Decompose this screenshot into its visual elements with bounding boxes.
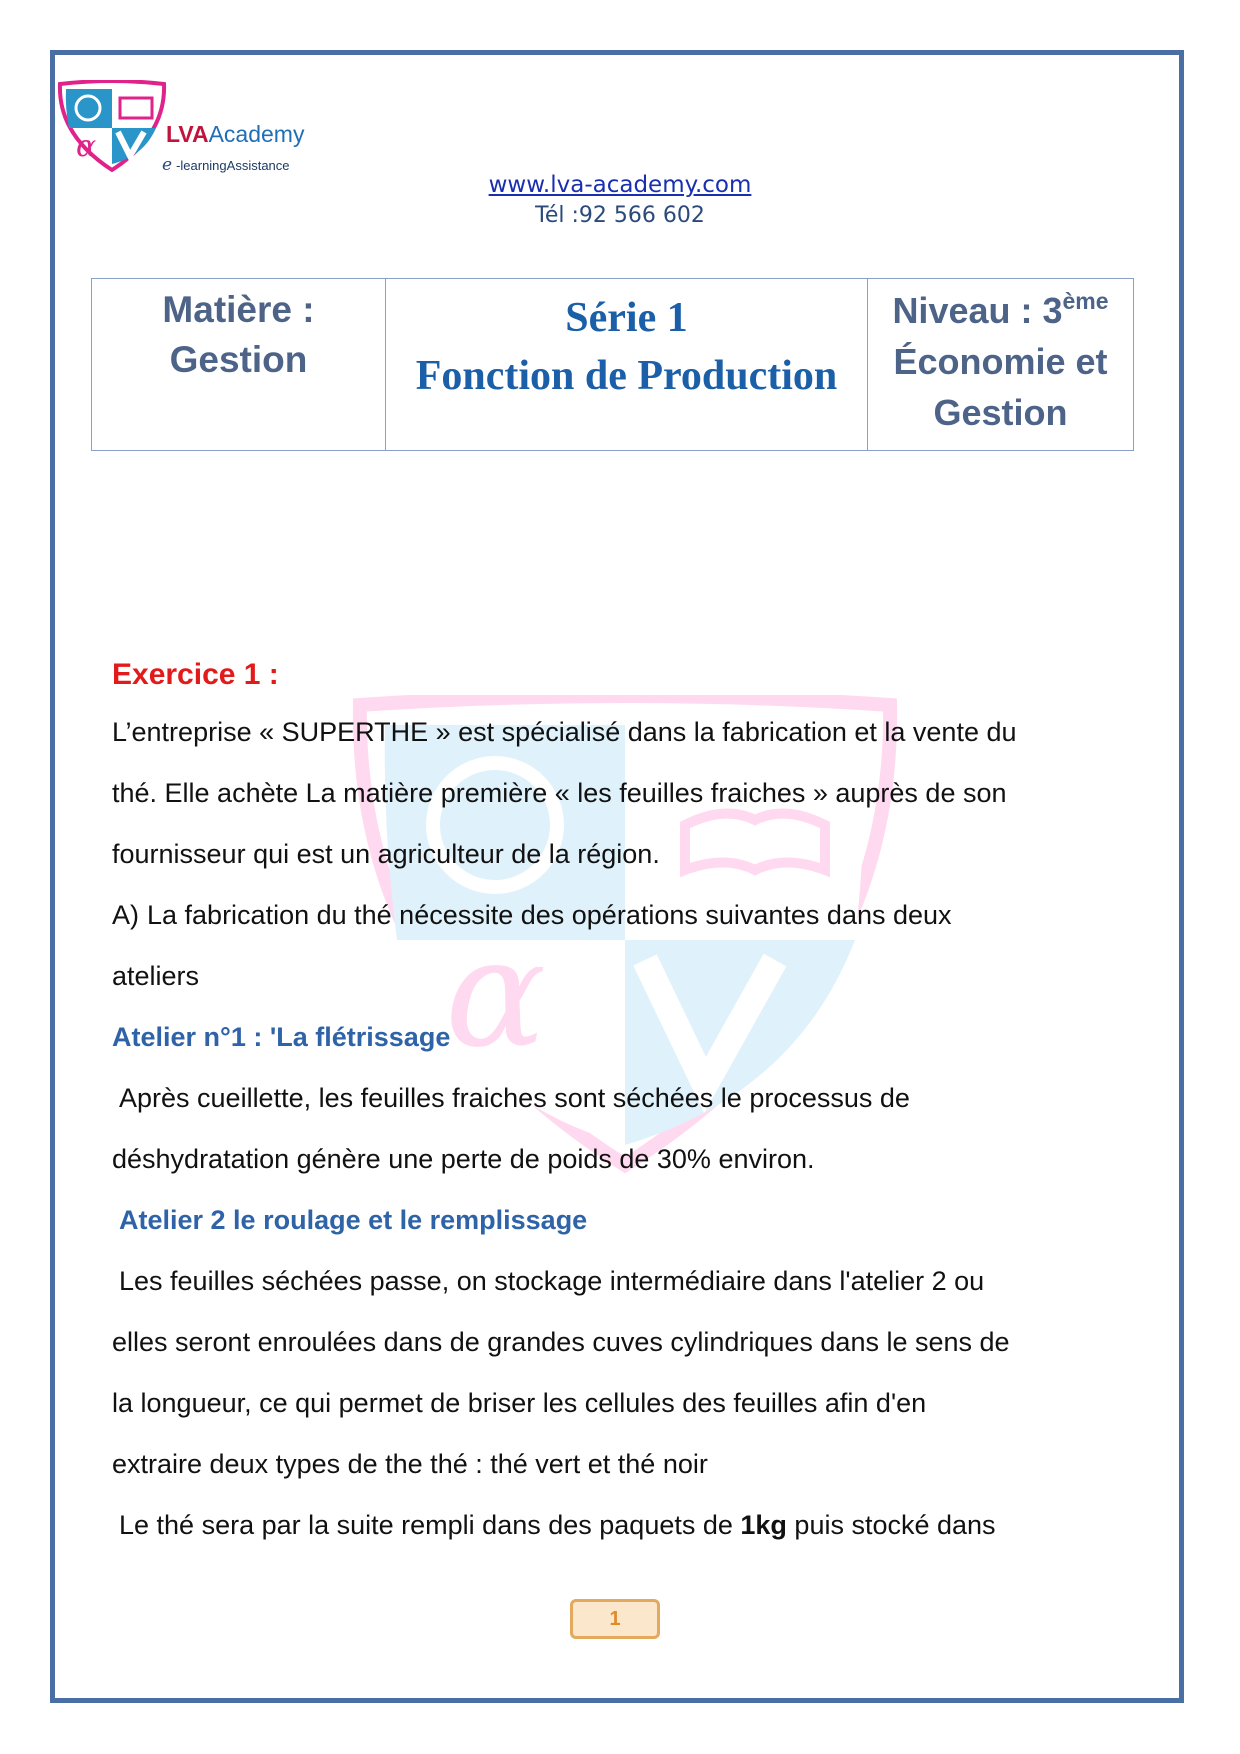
level-section-2: Gestion (933, 392, 1068, 433)
paragraph-line: elles seront enroulées dans de grandes cuves cylindriques dans le sens de (112, 1327, 1010, 1357)
brand-academy: Academy (208, 121, 305, 147)
series-cell (386, 279, 868, 451)
level-prefix: Niveau : 3 (892, 290, 1063, 331)
svg-text:α: α (445, 907, 547, 1081)
brand-lva: LVA (166, 121, 209, 147)
exercise-title: Exercice 1 : (112, 658, 279, 691)
header-info-table (91, 278, 1134, 451)
atelier2-heading: Atelier 2 le roulage et le remplissage (119, 1205, 588, 1235)
paragraph-line: Les feuilles séchées passe, on stockage intermédiaire dans l'atelier 2 ou (119, 1266, 985, 1296)
question-a-label: A) (112, 900, 139, 930)
paragraph-line (112, 1495, 1122, 1556)
atelier1-heading: Atelier n°1 : 'La flétrissage (112, 1022, 451, 1052)
level-label (868, 279, 1133, 336)
tagline-e: e (162, 155, 173, 175)
question-a-text: La fabrication du thé nécessite des opérations suivantes dans deux (147, 900, 952, 930)
series-title: Série 1 (565, 295, 688, 341)
website-link[interactable]: www.lva-academy.com (488, 172, 752, 198)
paragraph-line: thé. Elle achète La matière première « les feuilles fraiches » auprès de son (112, 778, 1007, 808)
paragraph-line: Après cueillette, les feuilles fraiches sont séchées le processus de (119, 1083, 910, 1113)
paragraph-line: ateliers (112, 961, 200, 991)
brand-name (166, 121, 304, 148)
paragraph-line: fournisseur qui est un agriculteur de la région. (112, 839, 660, 869)
level-cell (868, 279, 1134, 451)
paragraph-line: extraire deux types de the thé : thé vert et thé noir (112, 1449, 708, 1479)
level-sup: ème (1062, 288, 1109, 314)
subject-label: Matière : (162, 289, 315, 330)
paragraph-line: la longueur, ce qui permet de briser les cellules des feuilles afin d'en (112, 1388, 927, 1418)
question-a (112, 885, 1122, 946)
last-line-bold: 1kg (740, 1510, 787, 1540)
level-section-1: Économie et (893, 341, 1108, 382)
exercise-content (112, 648, 1122, 1556)
last-line-start: Le thé sera par la suite rempli dans des paquets de (119, 1510, 741, 1540)
subject-cell (92, 279, 386, 451)
topic-title: Fonction de Production (415, 353, 838, 399)
lva-academy-logo (56, 80, 168, 172)
paragraph-line: L’entreprise « SUPERTHE » est spécialisé dans la fabrication et la vente du (112, 717, 1017, 747)
tagline-text: -learningAssistance (176, 158, 290, 173)
paragraph-line: déshydratation génère une perte de poids de 30% environ. (112, 1144, 815, 1174)
subject-value: Gestion (169, 339, 308, 380)
svg-text:α: α (76, 129, 97, 164)
page-number: 1 (570, 1599, 660, 1639)
phone-number: Tél :92 566 602 (535, 203, 705, 228)
last-line-end: puis stocké dans (786, 1510, 996, 1540)
